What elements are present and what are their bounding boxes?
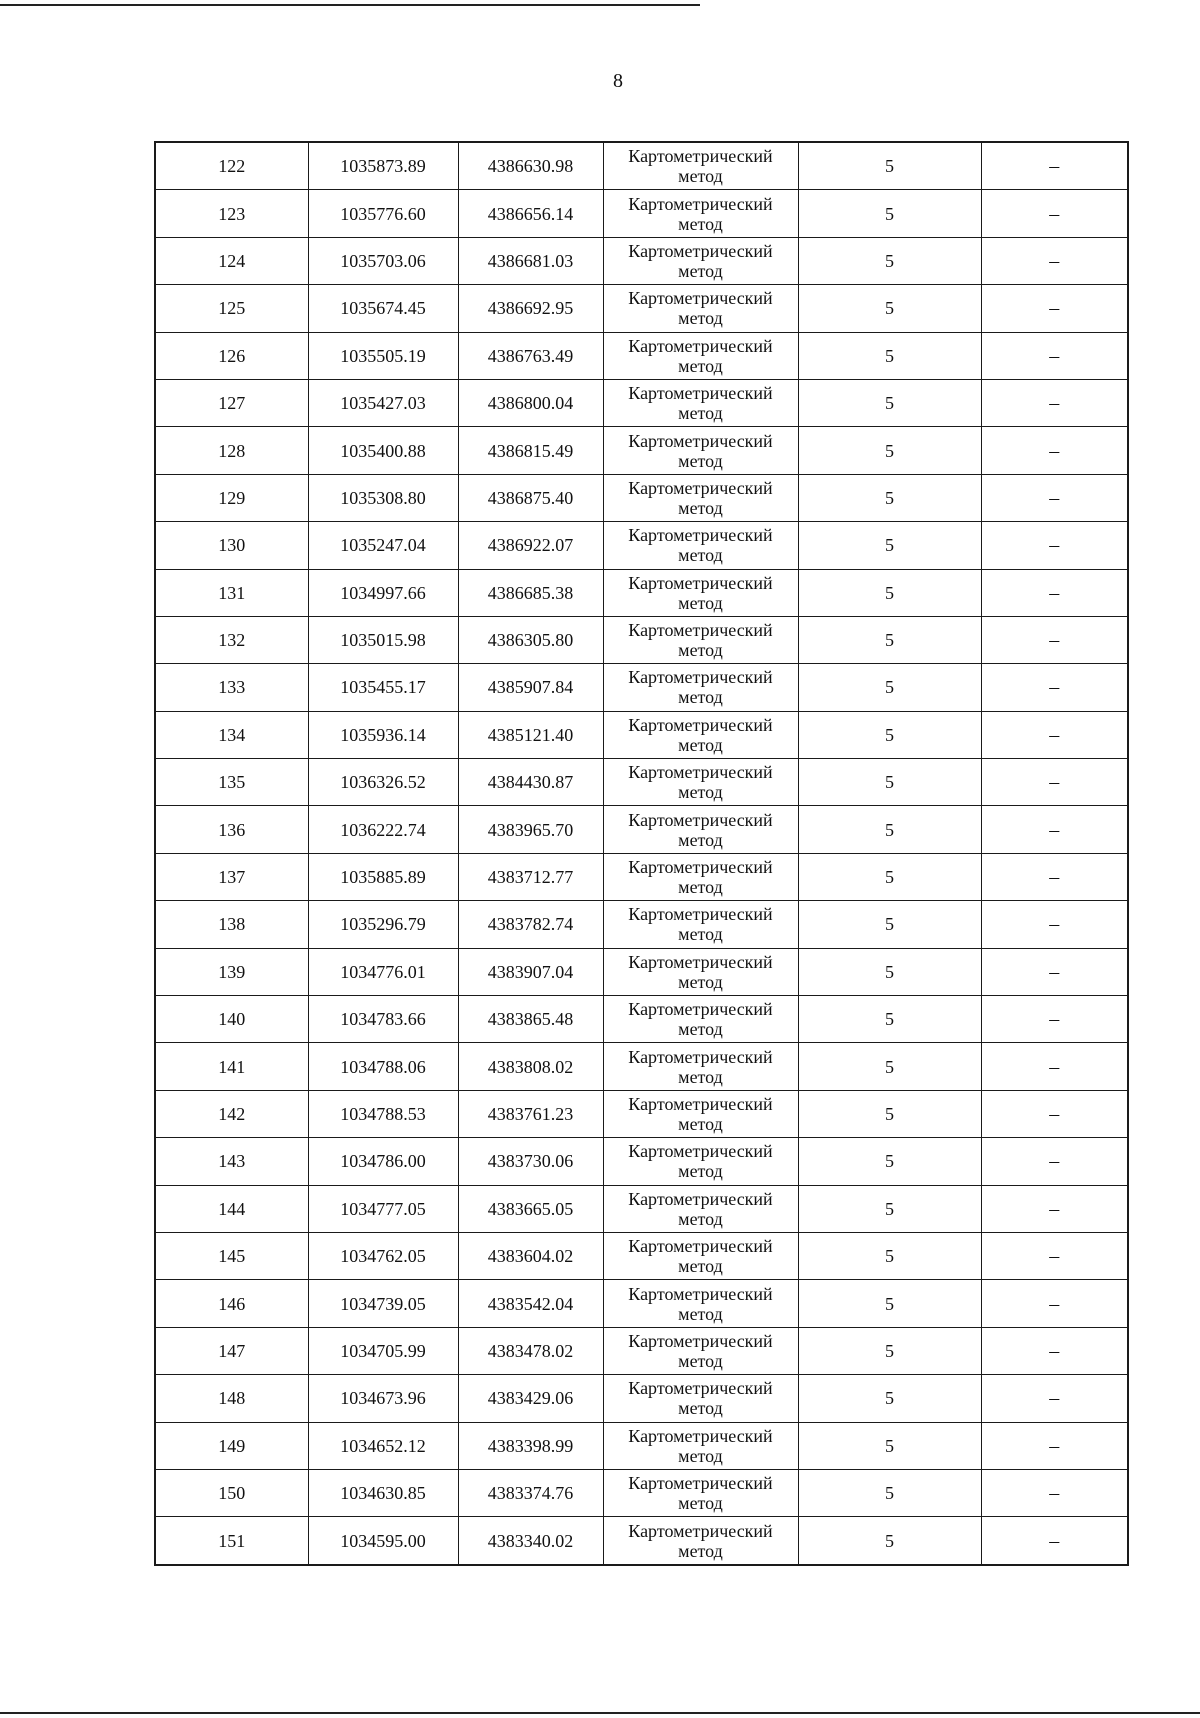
accuracy-cell: 5 <box>798 711 981 758</box>
method-line-2: метод <box>678 877 723 898</box>
method-cell <box>603 522 798 569</box>
y-coordinate-cell: 4386692.95 <box>458 285 603 332</box>
method-cell <box>603 1517 798 1565</box>
method-line-2: метод <box>678 829 723 850</box>
method-line-1: Картометрический <box>628 762 773 783</box>
note-cell: – <box>981 1138 1128 1185</box>
method-line-1: Картометрический <box>628 1425 773 1446</box>
y-coordinate-cell: 4386763.49 <box>458 332 603 379</box>
note-cell: – <box>981 853 1128 900</box>
method-cell <box>603 616 798 663</box>
y-coordinate-cell: 4383665.05 <box>458 1185 603 1232</box>
method-line-1: Картометрический <box>628 1141 773 1162</box>
point-number-cell: 136 <box>155 806 308 853</box>
x-coordinate-cell: 1035873.89 <box>308 142 458 190</box>
method-line-1: Картометрический <box>628 1188 773 1209</box>
y-coordinate-cell: 4386305.80 <box>458 616 603 663</box>
note-cell: – <box>981 1280 1128 1327</box>
method-cell <box>603 427 798 474</box>
accuracy-cell: 5 <box>798 901 981 948</box>
note-cell: – <box>981 522 1128 569</box>
y-coordinate-cell: 4383340.02 <box>458 1517 603 1565</box>
accuracy-cell: 5 <box>798 1375 981 1422</box>
page-number: 8 <box>613 70 623 92</box>
note-cell: – <box>981 379 1128 426</box>
method-line-2: метод <box>678 1256 723 1277</box>
x-coordinate-cell: 1035936.14 <box>308 711 458 758</box>
method-line-2: метод <box>678 545 723 566</box>
x-coordinate-cell: 1035400.88 <box>308 427 458 474</box>
table-row <box>155 190 1128 237</box>
method-line-2: метод <box>678 1019 723 1040</box>
y-coordinate-cell: 4383907.04 <box>458 948 603 995</box>
method-line-1: Картометрический <box>628 193 773 214</box>
point-number-cell: 134 <box>155 711 308 758</box>
x-coordinate-cell: 1034595.00 <box>308 1517 458 1565</box>
method-cell <box>603 1043 798 1090</box>
method-line-2: метод <box>678 308 723 329</box>
method-line-1: Картометрический <box>628 572 773 593</box>
point-number-cell: 145 <box>155 1232 308 1279</box>
x-coordinate-cell: 1035296.79 <box>308 901 458 948</box>
table-row <box>155 1517 1128 1565</box>
table-row <box>155 474 1128 521</box>
y-coordinate-cell: 4383712.77 <box>458 853 603 900</box>
table-row <box>155 901 1128 948</box>
point-number-cell: 139 <box>155 948 308 995</box>
y-coordinate-cell: 4386875.40 <box>458 474 603 521</box>
method-cell <box>603 1232 798 1279</box>
method-cell <box>603 1185 798 1232</box>
method-cell <box>603 711 798 758</box>
point-number-cell: 128 <box>155 427 308 474</box>
method-line-2: метод <box>678 971 723 992</box>
y-coordinate-cell: 4383730.06 <box>458 1138 603 1185</box>
method-line-1: Картометрический <box>628 620 773 641</box>
y-coordinate-cell: 4386815.49 <box>458 427 603 474</box>
method-cell <box>603 806 798 853</box>
point-number-cell: 148 <box>155 1375 308 1422</box>
point-number-cell: 142 <box>155 1090 308 1137</box>
x-coordinate-cell: 1034739.05 <box>308 1280 458 1327</box>
point-number-cell: 150 <box>155 1469 308 1516</box>
note-cell: – <box>981 332 1128 379</box>
x-coordinate-cell: 1035776.60 <box>308 190 458 237</box>
table-row <box>155 711 1128 758</box>
point-number-cell: 129 <box>155 474 308 521</box>
accuracy-cell: 5 <box>798 806 981 853</box>
note-cell: – <box>981 285 1128 332</box>
y-coordinate-cell: 4386922.07 <box>458 522 603 569</box>
method-cell <box>603 1375 798 1422</box>
y-coordinate-cell: 4386630.98 <box>458 142 603 190</box>
y-coordinate-cell: 4383478.02 <box>458 1327 603 1374</box>
table-row <box>155 379 1128 426</box>
y-coordinate-cell: 4383604.02 <box>458 1232 603 1279</box>
accuracy-cell: 5 <box>798 664 981 711</box>
method-line-2: метод <box>678 1493 723 1514</box>
method-line-2: метод <box>678 1350 723 1371</box>
note-cell: – <box>981 1422 1128 1469</box>
table-row <box>155 142 1128 190</box>
y-coordinate-cell: 4386681.03 <box>458 237 603 284</box>
y-coordinate-cell: 4383398.99 <box>458 1422 603 1469</box>
accuracy-cell: 5 <box>798 1327 981 1374</box>
point-number-cell: 135 <box>155 759 308 806</box>
note-cell: – <box>981 806 1128 853</box>
method-line-1: Картометрический <box>628 1046 773 1067</box>
table-row <box>155 237 1128 284</box>
x-coordinate-cell: 1036222.74 <box>308 806 458 853</box>
note-cell: – <box>981 1232 1128 1279</box>
note-cell: – <box>981 996 1128 1043</box>
method-line-1: Картометрический <box>628 667 773 688</box>
y-coordinate-cell: 4386800.04 <box>458 379 603 426</box>
note-cell: – <box>981 1327 1128 1374</box>
accuracy-cell: 5 <box>798 1043 981 1090</box>
x-coordinate-cell: 1034630.85 <box>308 1469 458 1516</box>
y-coordinate-cell: 4383782.74 <box>458 901 603 948</box>
table-row <box>155 427 1128 474</box>
note-cell: – <box>981 1185 1128 1232</box>
table-row <box>155 759 1128 806</box>
method-line-1: Картометрический <box>628 146 773 167</box>
accuracy-cell: 5 <box>798 1517 981 1565</box>
method-cell <box>603 901 798 948</box>
method-line-1: Картометрический <box>628 857 773 878</box>
point-number-cell: 144 <box>155 1185 308 1232</box>
method-line-2: метод <box>678 592 723 613</box>
x-coordinate-cell: 1035703.06 <box>308 237 458 284</box>
y-coordinate-cell: 4383542.04 <box>458 1280 603 1327</box>
y-coordinate-cell: 4386656.14 <box>458 190 603 237</box>
y-coordinate-cell: 4383761.23 <box>458 1090 603 1137</box>
note-cell: – <box>981 616 1128 663</box>
x-coordinate-cell: 1035427.03 <box>308 379 458 426</box>
method-line-1: Картометрический <box>628 1094 773 1114</box>
accuracy-cell: 5 <box>798 1422 981 1469</box>
bottom-edge-line <box>0 1712 1200 1714</box>
table-row <box>155 806 1128 853</box>
method-line-2: метод <box>678 924 723 945</box>
y-coordinate-cell: 4385121.40 <box>458 711 603 758</box>
method-cell <box>603 474 798 521</box>
x-coordinate-cell: 1034673.96 <box>308 1375 458 1422</box>
accuracy-cell: 5 <box>798 1090 981 1137</box>
y-coordinate-cell: 4383374.76 <box>458 1469 603 1516</box>
method-line-1: Картометрический <box>628 714 773 735</box>
accuracy-cell: 5 <box>798 853 981 900</box>
method-cell <box>603 1422 798 1469</box>
accuracy-cell: 5 <box>798 379 981 426</box>
method-cell <box>603 853 798 900</box>
y-coordinate-cell: 4383865.48 <box>458 996 603 1043</box>
y-coordinate-cell: 4386685.38 <box>458 569 603 616</box>
table-row <box>155 332 1128 379</box>
note-cell: – <box>981 237 1128 284</box>
table-row <box>155 1422 1128 1469</box>
point-number-cell: 133 <box>155 664 308 711</box>
x-coordinate-cell: 1035505.19 <box>308 332 458 379</box>
table-row <box>155 569 1128 616</box>
table-row <box>155 522 1128 569</box>
x-coordinate-cell: 1035674.45 <box>308 285 458 332</box>
accuracy-cell: 5 <box>798 759 981 806</box>
accuracy-cell: 5 <box>798 569 981 616</box>
method-line-2: метод <box>678 782 723 803</box>
accuracy-cell: 5 <box>798 237 981 284</box>
method-cell <box>603 1090 798 1137</box>
method-line-2: метод <box>678 1445 723 1466</box>
method-cell <box>603 996 798 1043</box>
method-line-2: метод <box>678 687 723 708</box>
note-cell: – <box>981 711 1128 758</box>
accuracy-cell: 5 <box>798 1280 981 1327</box>
method-line-1: Картометрический <box>628 383 773 404</box>
table-row <box>155 1375 1128 1422</box>
method-line-1: Картометрический <box>628 1473 773 1494</box>
accuracy-cell: 5 <box>798 332 981 379</box>
accuracy-cell: 5 <box>798 427 981 474</box>
point-number-cell: 123 <box>155 190 308 237</box>
method-line-2: метод <box>678 1303 723 1324</box>
note-cell: – <box>981 901 1128 948</box>
x-coordinate-cell: 1034762.05 <box>308 1232 458 1279</box>
point-number-cell: 137 <box>155 853 308 900</box>
x-coordinate-cell: 1034788.53 <box>308 1090 458 1137</box>
method-line-1: Картометрический <box>628 1330 773 1351</box>
method-line-2: метод <box>678 1161 723 1182</box>
accuracy-cell: 5 <box>798 948 981 995</box>
x-coordinate-cell: 1034786.00 <box>308 1138 458 1185</box>
accuracy-cell: 5 <box>798 996 981 1043</box>
method-line-1: Картометрический <box>628 525 773 546</box>
note-cell: – <box>981 190 1128 237</box>
note-cell: – <box>981 142 1128 190</box>
method-line-2: метод <box>678 1208 723 1229</box>
method-line-1: Картометрический <box>628 1378 773 1399</box>
method-cell <box>603 1469 798 1516</box>
note-cell: – <box>981 1043 1128 1090</box>
method-line-2: метод <box>678 450 723 471</box>
method-line-1: Картометрический <box>628 335 773 356</box>
x-coordinate-cell: 1035308.80 <box>308 474 458 521</box>
accuracy-cell: 5 <box>798 285 981 332</box>
method-cell <box>603 569 798 616</box>
table-row <box>155 1232 1128 1279</box>
x-coordinate-cell: 1034777.05 <box>308 1185 458 1232</box>
x-coordinate-cell: 1036326.52 <box>308 759 458 806</box>
note-cell: – <box>981 474 1128 521</box>
y-coordinate-cell: 4383965.70 <box>458 806 603 853</box>
method-line-2: метод <box>678 260 723 281</box>
method-line-2: метод <box>678 734 723 755</box>
accuracy-cell: 5 <box>798 190 981 237</box>
note-cell: – <box>981 1469 1128 1516</box>
method-cell <box>603 237 798 284</box>
method-cell <box>603 759 798 806</box>
accuracy-cell: 5 <box>798 474 981 521</box>
method-line-2: метод <box>678 1540 723 1561</box>
accuracy-cell: 5 <box>798 1232 981 1279</box>
method-line-2: метод <box>678 1066 723 1087</box>
point-number-cell: 131 <box>155 569 308 616</box>
y-coordinate-cell: 4385907.84 <box>458 664 603 711</box>
coordinates-table <box>154 141 1129 1566</box>
table-row <box>155 1138 1128 1185</box>
accuracy-cell: 5 <box>798 522 981 569</box>
table-row <box>155 1280 1128 1327</box>
point-number-cell: 125 <box>155 285 308 332</box>
method-line-1: Картометрический <box>628 240 773 261</box>
point-number-cell: 132 <box>155 616 308 663</box>
method-line-1: Картометрический <box>628 951 773 972</box>
note-cell: – <box>981 1090 1128 1137</box>
table-row <box>155 664 1128 711</box>
method-cell <box>603 1138 798 1185</box>
method-line-1: Картометрический <box>628 999 773 1020</box>
method-cell <box>603 332 798 379</box>
note-cell: – <box>981 759 1128 806</box>
point-number-cell: 143 <box>155 1138 308 1185</box>
accuracy-cell: 5 <box>798 142 981 190</box>
top-edge-line <box>0 4 700 6</box>
table-row <box>155 616 1128 663</box>
table-row <box>155 1327 1128 1374</box>
method-line-1: Картометрический <box>628 1520 773 1541</box>
table-row <box>155 1469 1128 1516</box>
x-coordinate-cell: 1035015.98 <box>308 616 458 663</box>
method-cell <box>603 142 798 190</box>
method-cell <box>603 1280 798 1327</box>
accuracy-cell: 5 <box>798 616 981 663</box>
accuracy-cell: 5 <box>798 1138 981 1185</box>
method-line-1: Картометрический <box>628 1283 773 1304</box>
method-cell <box>603 948 798 995</box>
method-cell <box>603 190 798 237</box>
method-line-2: метод <box>678 355 723 376</box>
method-line-1: Картометрический <box>628 477 773 498</box>
point-number-cell: 141 <box>155 1043 308 1090</box>
x-coordinate-cell: 1034705.99 <box>308 1327 458 1374</box>
point-number-cell: 138 <box>155 901 308 948</box>
point-number-cell: 149 <box>155 1422 308 1469</box>
method-line-2: метод <box>678 1114 723 1134</box>
x-coordinate-cell: 1035247.04 <box>308 522 458 569</box>
table-row <box>155 285 1128 332</box>
table-row <box>155 996 1128 1043</box>
x-coordinate-cell: 1034776.01 <box>308 948 458 995</box>
note-cell: – <box>981 569 1128 616</box>
x-coordinate-cell: 1034997.66 <box>308 569 458 616</box>
y-coordinate-cell: 4383808.02 <box>458 1043 603 1090</box>
x-coordinate-cell: 1035885.89 <box>308 853 458 900</box>
x-coordinate-cell: 1034788.06 <box>308 1043 458 1090</box>
table-row <box>155 853 1128 900</box>
method-line-2: метод <box>678 403 723 424</box>
point-number-cell: 127 <box>155 379 308 426</box>
method-line-2: метод <box>678 1398 723 1419</box>
x-coordinate-cell: 1035455.17 <box>308 664 458 711</box>
table-row <box>155 1090 1128 1137</box>
note-cell: – <box>981 948 1128 995</box>
method-line-2: метод <box>678 497 723 518</box>
method-line-2: метод <box>678 213 723 234</box>
point-number-cell: 151 <box>155 1517 308 1565</box>
method-cell <box>603 664 798 711</box>
point-number-cell: 122 <box>155 142 308 190</box>
table-row <box>155 1185 1128 1232</box>
note-cell: – <box>981 1517 1128 1565</box>
point-number-cell: 126 <box>155 332 308 379</box>
method-line-1: Картометрический <box>628 1236 773 1257</box>
method-line-1: Картометрический <box>628 288 773 309</box>
note-cell: – <box>981 427 1128 474</box>
point-number-cell: 147 <box>155 1327 308 1374</box>
point-number-cell: 146 <box>155 1280 308 1327</box>
accuracy-cell: 5 <box>798 1469 981 1516</box>
point-number-cell: 140 <box>155 996 308 1043</box>
note-cell: – <box>981 664 1128 711</box>
table-row <box>155 948 1128 995</box>
point-number-cell: 124 <box>155 237 308 284</box>
method-cell <box>603 1327 798 1374</box>
method-line-2: метод <box>678 166 723 187</box>
method-cell <box>603 379 798 426</box>
point-number-cell: 130 <box>155 522 308 569</box>
method-line-1: Картометрический <box>628 904 773 925</box>
table-body <box>155 142 1128 1565</box>
x-coordinate-cell: 1034783.66 <box>308 996 458 1043</box>
method-cell <box>603 285 798 332</box>
accuracy-cell: 5 <box>798 1185 981 1232</box>
y-coordinate-cell: 4383429.06 <box>458 1375 603 1422</box>
method-line-1: Картометрический <box>628 809 773 830</box>
x-coordinate-cell: 1034652.12 <box>308 1422 458 1469</box>
note-cell: – <box>981 1375 1128 1422</box>
y-coordinate-cell: 4384430.87 <box>458 759 603 806</box>
table-row <box>155 1043 1128 1090</box>
method-line-1: Картометрический <box>628 430 773 451</box>
method-line-2: метод <box>678 640 723 661</box>
